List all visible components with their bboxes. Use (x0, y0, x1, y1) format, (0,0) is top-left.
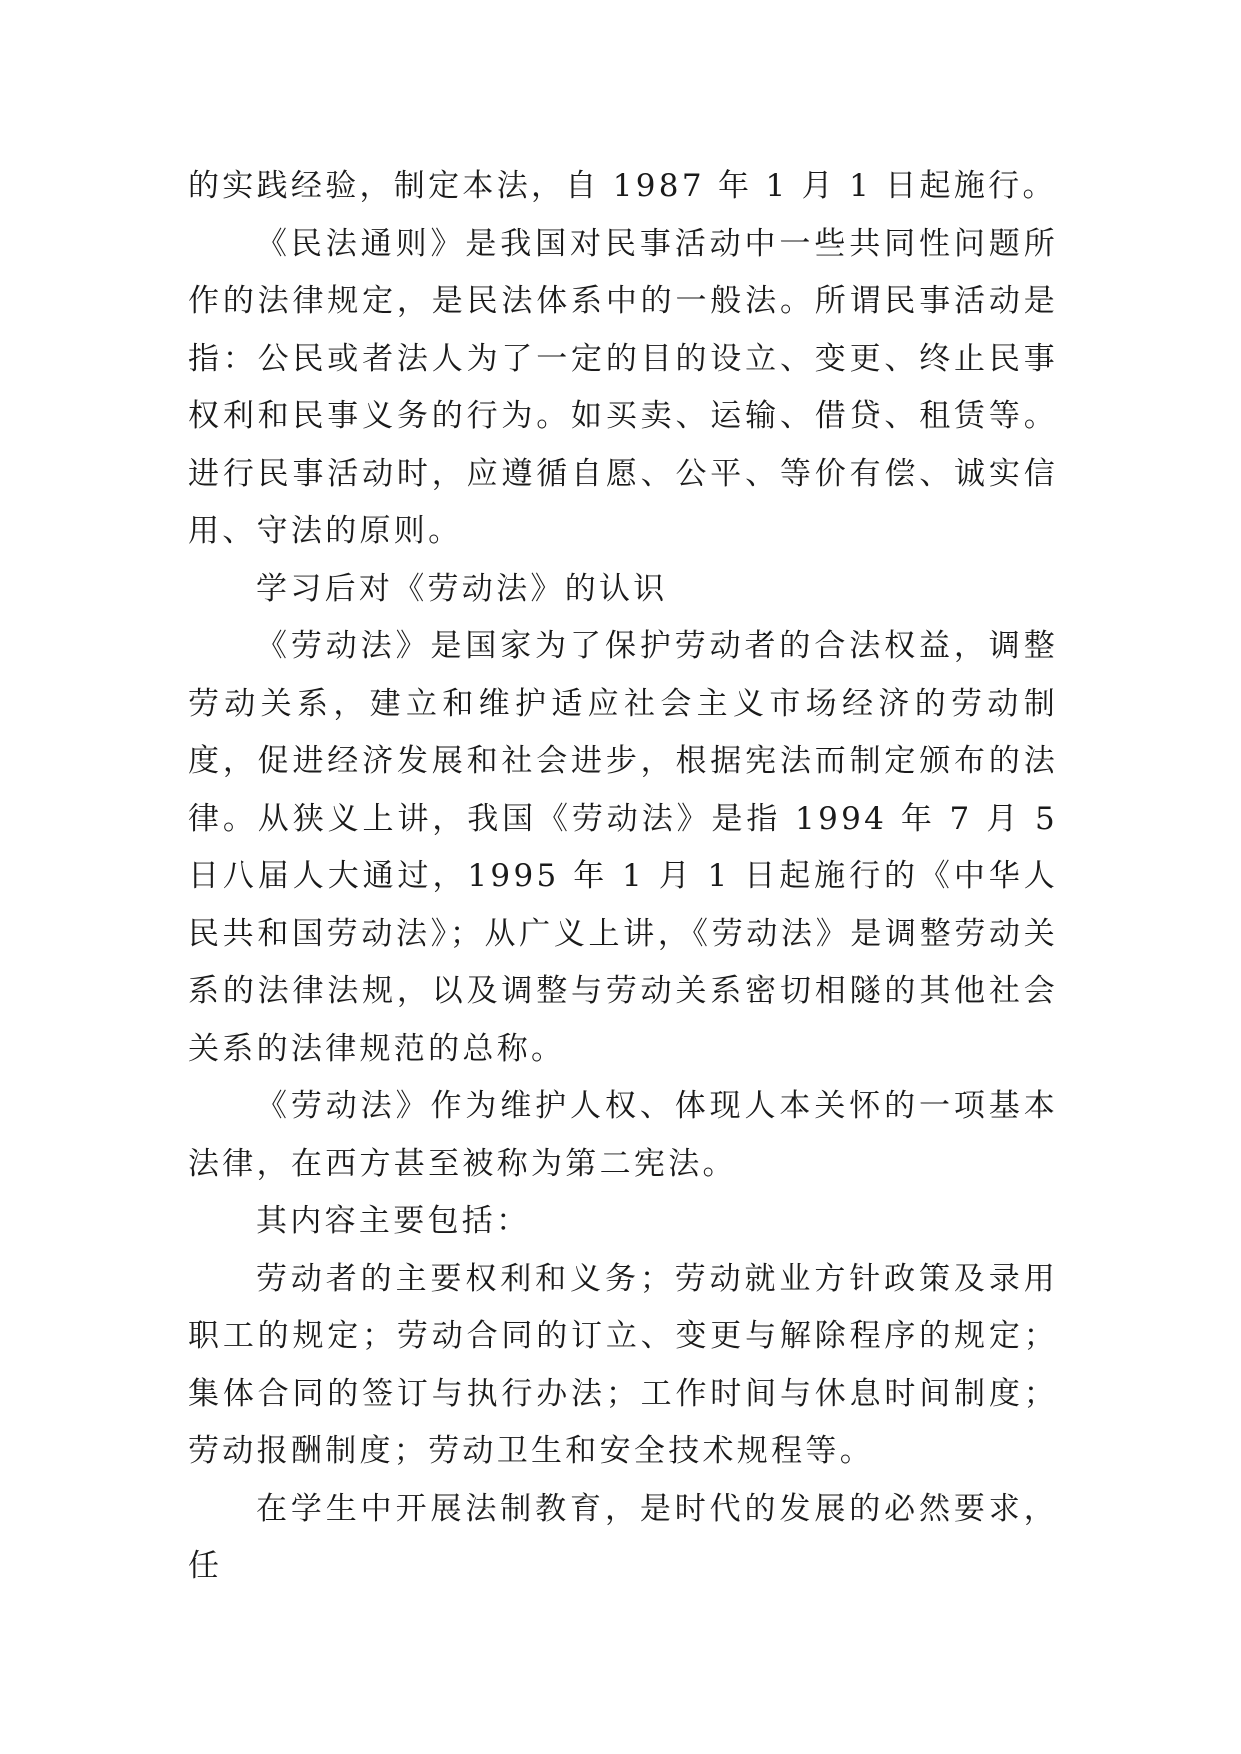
paragraph-content-intro: 其内容主要包括： (256, 1203, 531, 1239)
paragraph-civil-law-general-principles: 《民法通则》是我国对民事活动中一些共同性问题所作的法律规定，是民法体系中的一般法。所谓民事活动是指：公民或者法人为了一定的目的设立、变更、终止民事权利和民事义务的行为。如买卖、运输、借贷、租赁等。进行民事活动时，应遵循自愿、公平、等价有偿、诚实信用、守法的原则。 (188, 225, 1058, 549)
paragraph-legal-education: 在学生中开展法制教育，是时代的发展的必然要求，任 (188, 1490, 1058, 1584)
document-body (188, 158, 1058, 1596)
paragraph-content-list: 劳动者的主要权利和义务；劳动就业方针政策及录用职工的规定；劳动合同的订立、变更与解除程序的规定；集体合同的签订与执行办法；工作时间与休息时间制度；劳动报酬制度；劳动卫生和安全技术规程等。 (188, 1260, 1058, 1469)
paragraph-labor-law-significance: 《劳动法》作为维护人权、体现人本关怀的一项基本法律，在西方甚至被称为第二宪法。 (188, 1088, 1058, 1182)
paragraph-labor-law-definition: 《劳动法》是国家为了保护劳动者的合法权益，调整劳动关系，建立和维护适应社会主义市场经济的劳动制度，促进经济发展和社会进步，根据宪法而制定颁布的法律。从狭义上讲，我国《劳动法》是指 1994 年 7 月 5 日八届人大通过，1995 年 1 月 1 日起施行的《中华人民共和国劳动法》；从广义上讲，《劳动法》是调整劳动关系的法律法规，以及调整与劳动关系密切相隧的其他社会关系的法律规范的总称。 (188, 628, 1058, 1067)
paragraph-continuation: 的实践经验，制定本法，自 1987 年 1 月 1 日起施行。 (188, 168, 1057, 204)
section-heading-labor-law: 学习后对《劳动法》的认识 (256, 570, 668, 607)
